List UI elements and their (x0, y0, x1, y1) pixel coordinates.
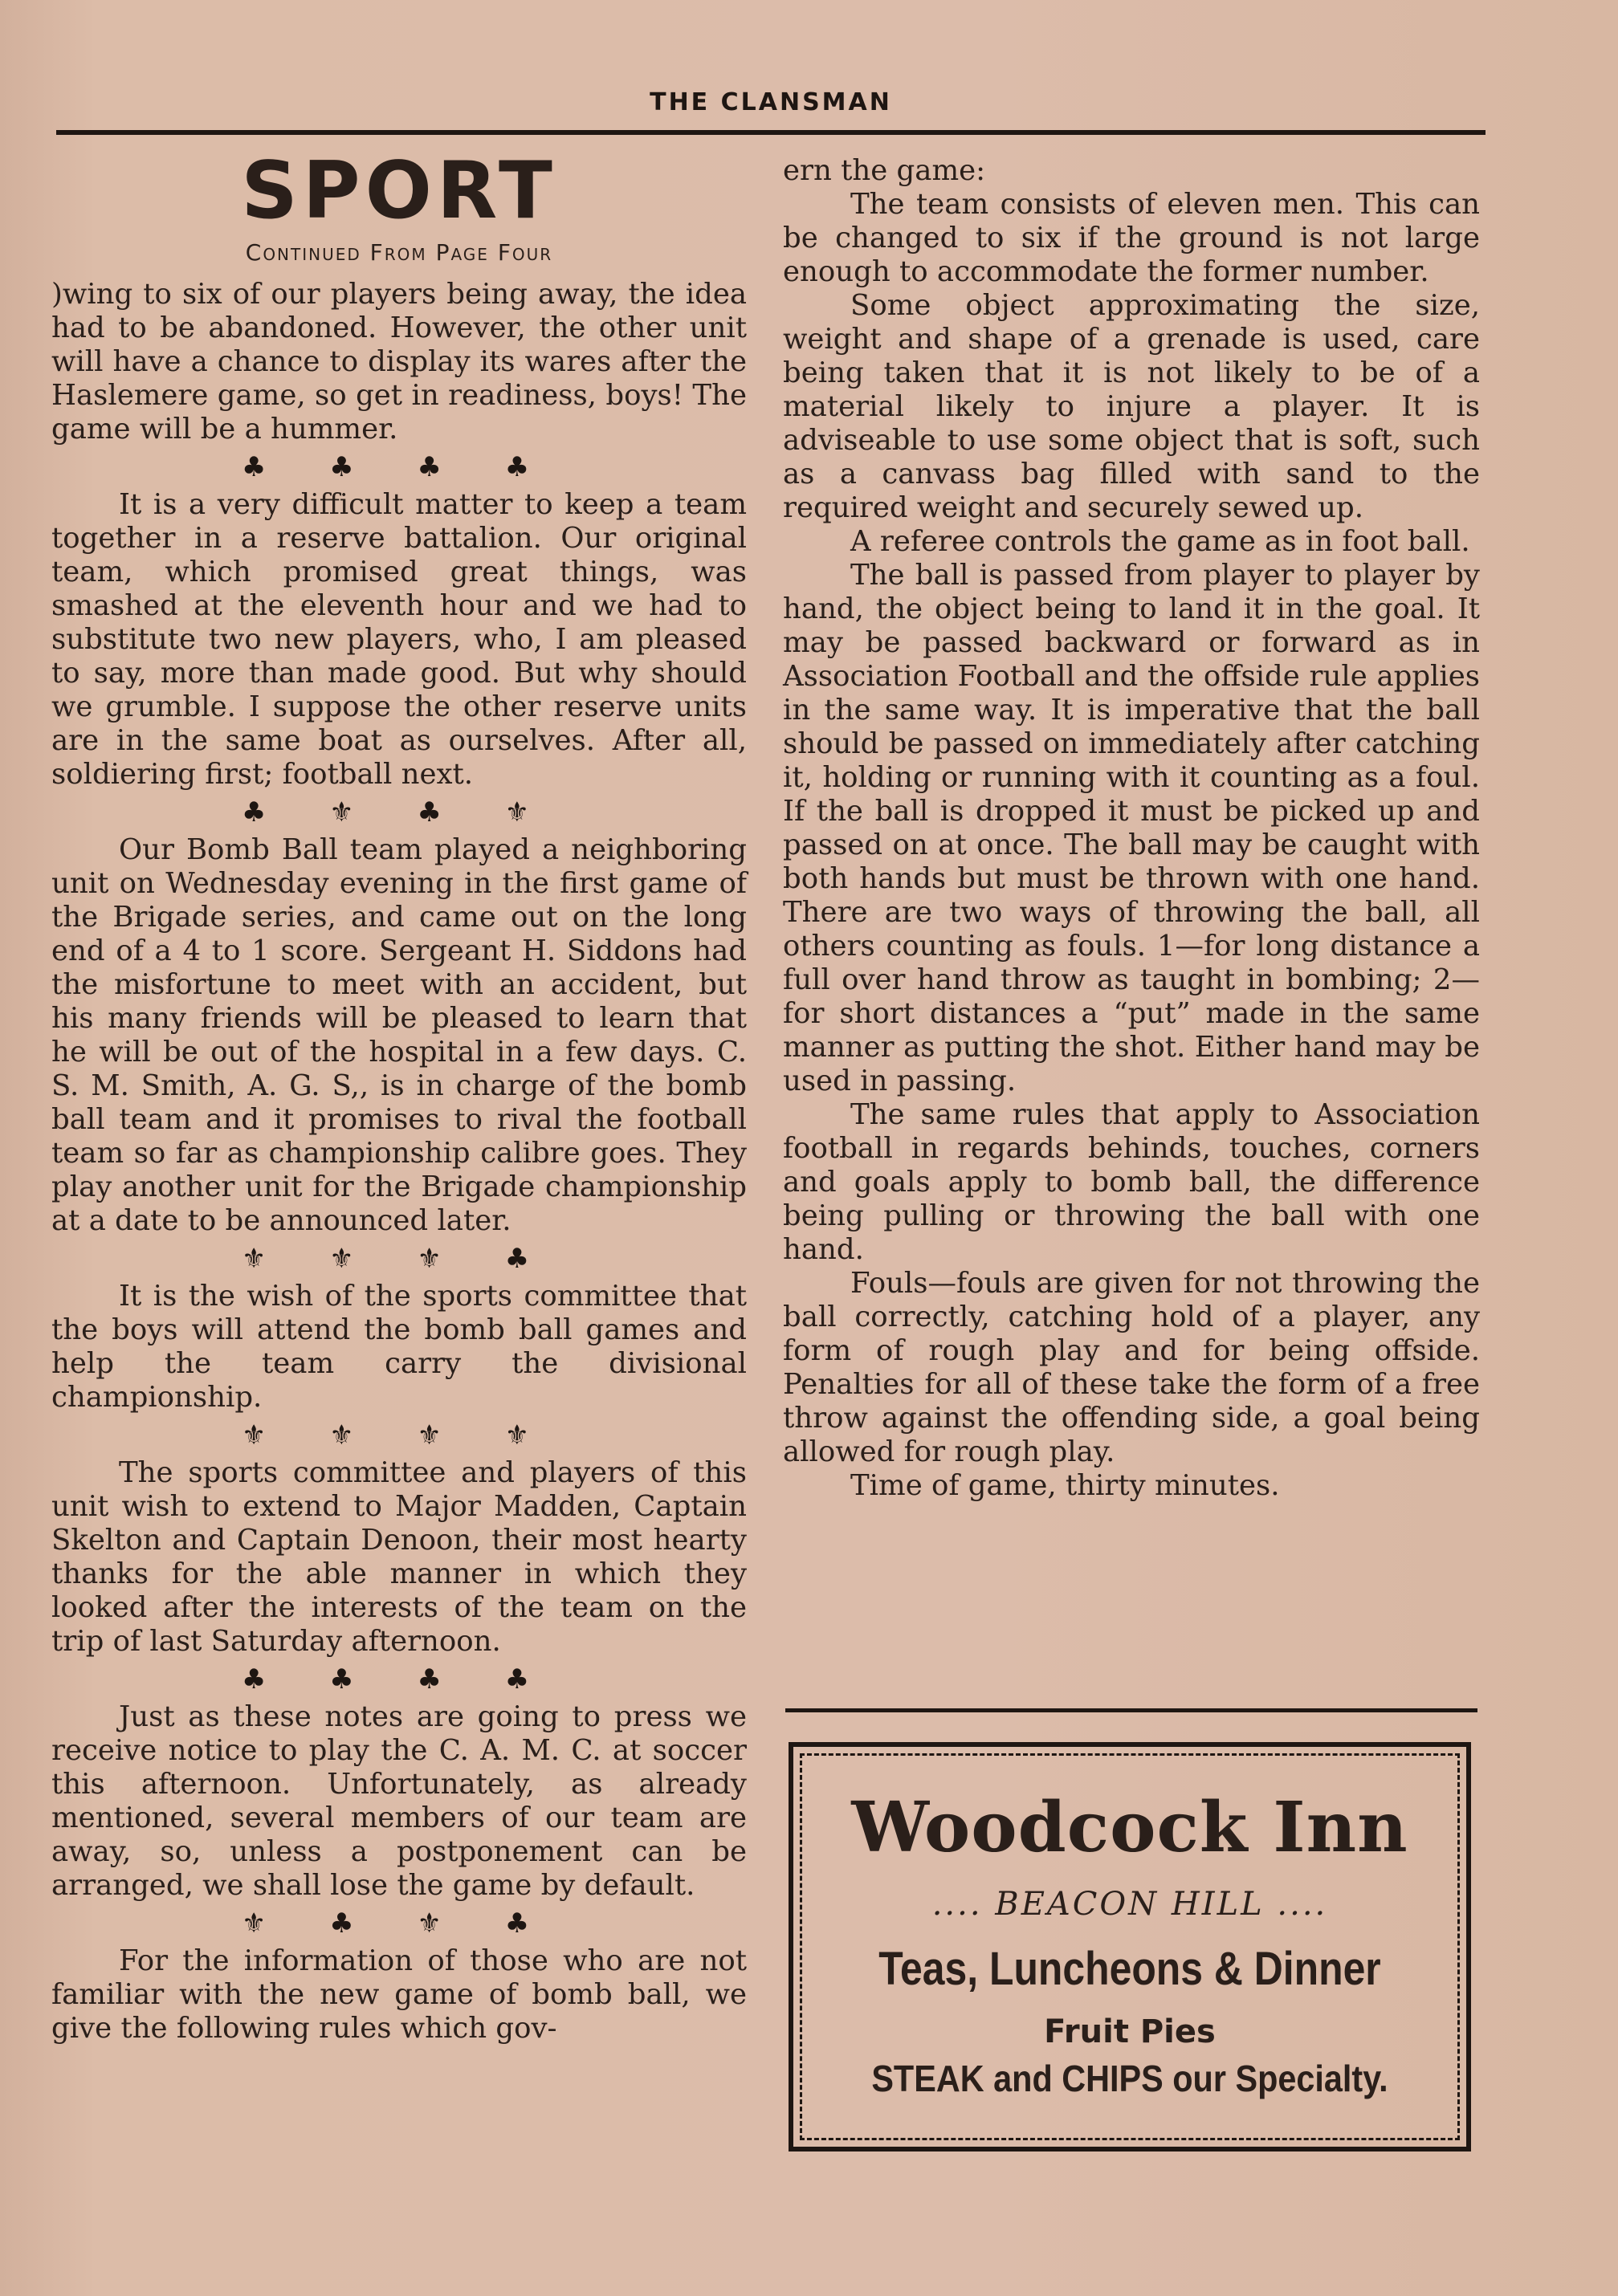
masthead: THE CLANSMAN (650, 88, 892, 116)
paragraph: The same rules that apply to Association football in regards behinds, touches, corners and goals apply to bomb ball, the difference being pulling or throwing the ball with one hand. (783, 1098, 1480, 1266)
paragraph: It is the wish of the sports committee that the boys will attend the bomb ball games and help the team carry the divisional championship. (51, 1280, 747, 1414)
paragraph: )wing to six of our players being away, the idea had to be abandoned. However, the other unit will have a chance to display its wares after the Haslemere game, so get in readiness, boys! The game will be a hummer. (51, 278, 747, 446)
ad-menu: Teas, Luncheons & Dinner (878, 1943, 1381, 1995)
sport-title: SPORT (241, 145, 557, 237)
column-rule (785, 1708, 1477, 1712)
ad-inn-name: Woodcock Inn (851, 1787, 1408, 1868)
ornament-divider: ⚜ ♣ ⚜ ♣ (241, 1907, 557, 1940)
paragraph: The team consists of eleven men. This can be changed to six if the ground is not large enough to accommodate the former number. (783, 188, 1480, 288)
ornament-divider: ♣ ⚜ ♣ ⚜ (241, 796, 557, 828)
ad-location: .... BEACON HILL .... (931, 1886, 1328, 1923)
paragraph: Just as these notes are going to press we receive notice to play the C. A. M. C. at soccer this afternoon. Unfortunately, as already mentioned, several members of our team are away, so, unless a postponement can be arranged, we shall lose the game by default. (51, 1700, 747, 1902)
paragraph: Time of game, thirty minutes. (850, 1469, 1280, 1502)
paragraph: The sports committee and players of this unit wish to extend to Major Madden, Captain Skelton and Captain Denoon, their most hearty thanks for the able manner in which they looked after the interests of the team on the trip of last Saturday afternoon. (51, 1456, 747, 1658)
paragraph: Our Bomb Ball team played a neighboring unit on Wednesday evening in the first game of the Brigade series, and came out on the long end of a 4 to 1 score. Sergeant H. Siddons had the misfortune to meet with an accident, but his many friends will be pleased to learn that he will be out of the hospital in a few days. C. S. M. Smith, A. G. S,, is in charge of the bomb ball team and it promises to rival the football team so far as championship calibre goes. They play another unit for the Brigade championship at a date to be announced later. (51, 833, 747, 1237)
ornament-divider: ♣ ♣ ♣ ♣ (241, 451, 557, 483)
paragraph: Some object approximating the size, weight and shape of a grenade is used, care being taken that it is not likely to be of a material likely to injure a player. It is adviseable to use some object that is soft, such as a canvass bag filled with sand to the required weight and securely sewed up. (783, 289, 1480, 524)
paragraph: It is a very difficult matter to keep a team together in a reserve battalion. Our original team, which promised great things, was smashed at the eleventh hour and we had to substitute two new players, who, I am pleased to say, more than made good. But why should we grumble. I suppose the other reserve units are in the same boat as ourselves. After all, soldiering first; football next. (51, 488, 747, 791)
ornament-divider: ⚜ ⚜ ⚜ ⚜ (241, 1419, 557, 1451)
woodcock-inn-advertisement (789, 1742, 1471, 2151)
ad-fruit-pies: Fruit Pies (1044, 2013, 1216, 2050)
ad-specialty: STEAK and CHIPS our Specialty. (871, 2058, 1388, 2099)
paragraph: A referee controls the game as in foot ball. (850, 525, 1470, 558)
right-column (783, 154, 1480, 1503)
continued-line: Continued From Page Four (245, 239, 553, 266)
paragraph: For the information of those who are not familiar with the new game of bomb ball, we give the following rules which gov- (51, 1944, 747, 2045)
left-column (51, 145, 747, 2046)
ornament-divider: ♣ ♣ ♣ ♣ (241, 1663, 557, 1696)
paragraph: The ball is passed from player to player by hand, the object being to land it in the goal. It may be passed backward or forward as in Association Football and the offside rule applies in the same way. It is imperative that the ball should be passed on immediately after catching it, holding or running with it counting as a foul. If the ball is dropped it must be picked up and passed on at once. The ball may be caught with both hands but must be thrown with one hand. There are two ways of throwing the ball, all others counting as fouls. 1—for long distance a full over hand throw as taught in bombing; 2—for short distances a “put” made in the same manner as putting the shot. Either hand may be used in passing. (783, 559, 1480, 1097)
ornament-divider: ⚜ ⚜ ⚜ ♣ (241, 1243, 557, 1275)
paragraph: ern the game: (783, 154, 986, 187)
header-rule (56, 130, 1486, 135)
paragraph: Fouls—fouls are given for not throwing the ball correctly, catching hold of a player, any form of rough play and for being offside. Penalties for all of these take the form of a free throw against the offending side, a goal being allowed for rough play. (783, 1267, 1480, 1468)
